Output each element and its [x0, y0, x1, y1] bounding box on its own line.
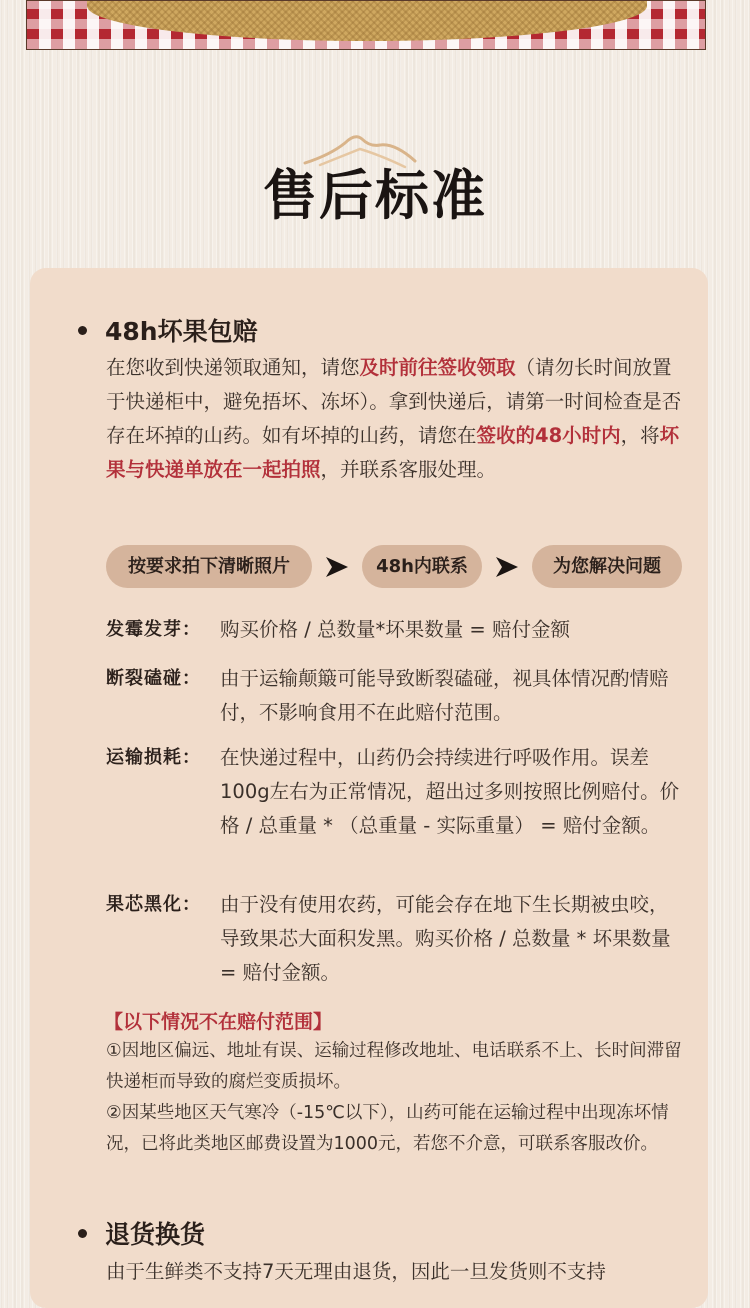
- rule-value: 由于没有使用农药，可能会存在地下生长期被虫咬，导致果芯大面积发黑。购买价格 / 总数量 * 坏果数量 = 赔付金额。: [220, 893, 671, 984]
- step-pill: 为您解决问题: [532, 545, 682, 588]
- product-photo: [26, 0, 706, 50]
- rule-label: 发霉发芽：: [106, 619, 201, 640]
- rule-value: 购买价格 / 总数量*坏果数量 = 赔付金额: [220, 618, 570, 641]
- highlight-text: 及时前往签收领取: [359, 356, 516, 379]
- rule-value: 由于运输颠簸可能导致断裂磕碰，视具体情况酌情赔付，不影响食用不在此赔付范围。: [220, 667, 669, 724]
- exclusion-item: ①因地区偏远、地址有误、运输过程修改地址、电话联系不上、长时间滞留快递柜而导致的腐烂变质损坏。: [106, 1041, 682, 1092]
- rule-label: 果芯黑化：: [106, 894, 201, 915]
- exclusions-title: 【以下情况不在赔付范围】: [104, 1011, 333, 1033]
- section-heading-compensation: [78, 312, 258, 348]
- section-heading-returns: [78, 1215, 205, 1251]
- arrow-right-icon: [494, 555, 520, 579]
- returns-paragraph: 由于生鲜类不支持7天无理由退货，因此一旦发货则不支持: [106, 1260, 606, 1283]
- rule-value: 在快递过程中，山药仍会持续进行呼吸作用。误差100g左右为正常情况，超出过多则按照比例赔付。价格 / 总重量 * （总重量 - 实际重量） = 赔付金额。: [220, 746, 680, 837]
- step-pill: 按要求拍下清晰照片: [106, 545, 312, 588]
- section-title: 退货换货: [105, 1220, 206, 1249]
- highlight-text: 坏果与快递单放在一起拍照: [106, 424, 680, 481]
- highlight-text: 签收的48小时内: [476, 424, 621, 447]
- step-pill: 48h内联系: [362, 545, 482, 588]
- compensation-paragraph: 在您收到快递领取通知，请您及时前往签收领取（请勿长时间放置于快递柜中，避免捂坏、冻坏）。拿到快递后，请第一时间检查是否存在坏掉的山药。如有坏掉的山药，请您在签收的48小时内，将坏果与快递单放在一起拍照，并联系客服处理。: [106, 356, 682, 481]
- rule-label: 运输损耗：: [106, 747, 201, 768]
- process-steps: [106, 545, 686, 589]
- bullet-dot: [78, 1229, 87, 1238]
- arrow-right-icon: [324, 555, 350, 579]
- page-title: 售后标准: [263, 163, 487, 227]
- exclusion-item: ②因某些地区天气寒冷（-15℃以下），山药可能在运输过程中出现冻坏情况，已将此类地区邮费设置为1000元，若您不介意，可联系客服改价。: [106, 1103, 669, 1154]
- title-block: [0, 125, 750, 235]
- bullet-dot: [78, 326, 87, 335]
- section-title: 48h坏果包赔: [105, 317, 258, 346]
- rule-label: 断裂磕碰：: [106, 668, 201, 689]
